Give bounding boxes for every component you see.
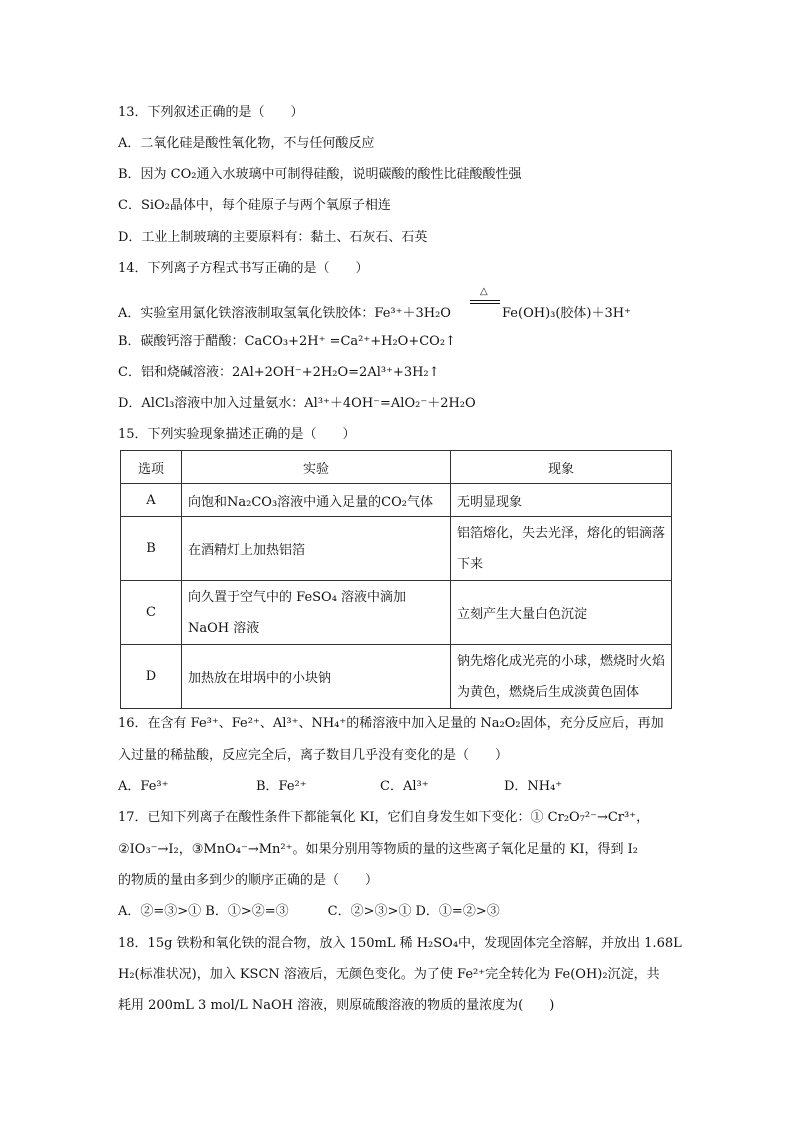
- row-experiment: 加热放在坩埚中的小块钠: [182, 645, 451, 709]
- table-row: [121, 484, 672, 517]
- q16-stem-line1: 16．在含有 Fe³⁺、Fe²⁺、Al³⁺、NH₄⁺的稀溶液中加入足量的 Na₂O₂固体，充分反应后，再加: [118, 716, 664, 731]
- q17-stem-line1: 17．已知下列离子在酸性条件下都能氧化 KI，它们自身发生如下变化：① Cr₂O₇²⁻→Cr³⁺，: [118, 810, 650, 825]
- q18-stem-line3: 耗用 200mL 3 mol/L NaOH 溶液，则原硫酸溶液的物质的量浓度为( ): [118, 998, 555, 1013]
- row-option: A: [121, 484, 182, 517]
- q13-option-b: B．因为 CO₂通入水玻璃中可制得硅酸，说明碳酸的酸性比硅酸酸性强: [118, 167, 522, 182]
- q16-option-b: B．Fe²⁺: [256, 779, 307, 794]
- q14-heat-equals-sign: [470, 286, 500, 310]
- q18-stem-line2: H₂(标准状况)，加入 KSCN 溶液后，无颜色变化。为了使 Fe²⁺完全转化为 Fe(OH)₂沉淀，共: [118, 967, 660, 982]
- equals-bar-bottom: [470, 303, 500, 304]
- row-phenomenon: 无明显现象: [451, 484, 672, 517]
- table-row: [121, 517, 672, 581]
- q13-option-d: D．工业上制玻璃的主要原料有：黏土、石灰石、石英: [118, 230, 428, 245]
- table-row: [121, 645, 672, 709]
- q14-option-a-right: Fe(OH)₃(胶体)＋3H⁺: [502, 306, 631, 321]
- q16-option-d: D．NH₄⁺: [504, 779, 563, 794]
- row-option: C: [121, 581, 182, 645]
- q14-option-c: C．铝和烧碱溶液：2Al+2OH⁻+2H₂O=2Al³⁺+3H₂↑: [118, 365, 440, 380]
- q16-options: [118, 779, 562, 795]
- q13-option-c: C．SiO₂晶体中，每个硅原子与两个氧原子相连: [118, 198, 391, 213]
- q13-option-a: A．二氧化硅是酸性氧化物，不与任何酸反应: [118, 136, 375, 151]
- q14-option-b: B．碳酸钙溶于醋酸：CaCO₃+2H⁺ =Ca²⁺+H₂O+CO₂↑: [118, 334, 456, 349]
- q17-options: A．②=③>① B．①>②=③ C．②>③>① D．①=②>③: [118, 904, 500, 919]
- row-phenomenon: 立刻产生大量白色沉淀: [451, 581, 672, 645]
- q14-option-d: D．AlCl₃溶液中加入过量氨水：Al³⁺＋4OH⁻=AlO₂⁻＋2H₂O: [118, 396, 476, 411]
- q17-stem-line3: 的物质的量由多到少的顺序正确的是（ ）: [118, 873, 379, 888]
- q15-stem: 15．下列实验现象描述正确的是（ ）: [118, 427, 356, 442]
- q16-option-c: C．Al³⁺: [380, 779, 429, 794]
- row-experiment: 向饱和Na₂CO₃溶液中通入足量的CO₂气体: [182, 484, 451, 517]
- heat-triangle-icon: △: [480, 286, 488, 297]
- q14-stem: 14．下列离子方程式书写正确的是（ ）: [118, 261, 369, 276]
- header-option: 选项: [121, 451, 182, 484]
- q16-stem-line2: 入过量的稀盐酸，反应完全后，离子数目几乎没有变化的是（ ）: [118, 748, 509, 763]
- equals-bar-top: [470, 300, 500, 301]
- row-option: B: [121, 517, 182, 581]
- q14-option-a-left: A．实验室用氯化铁溶液制取氢氧化铁胶体：Fe³⁺＋3H₂O: [118, 306, 451, 321]
- row-phenomenon: 铝箔熔化，失去光泽，熔化的铝滴落下来: [451, 517, 672, 581]
- table-row: [121, 581, 672, 645]
- q16-option-a: A．Fe³⁺: [118, 779, 169, 794]
- row-phenomenon: 钠先熔化成光亮的小球，燃烧时火焰为黄色，燃烧后生成淡黄色固体: [451, 645, 672, 709]
- row-experiment: 在酒精灯上加热铝箔: [182, 517, 451, 581]
- header-phenomenon: 现象: [451, 451, 672, 484]
- table-header-row: [121, 451, 672, 484]
- header-experiment: 实验: [182, 451, 451, 484]
- row-experiment: 向久置于空气中的 FeSO₄ 溶液中滴加 NaOH 溶液: [182, 581, 451, 645]
- q18-stem-line1: 18．15g 铁粉和氧化铁的混合物，放入 150mL 稀 H₂SO₄中，发现固体完全溶解，并放出 1.68L: [118, 936, 682, 951]
- q15-table: [120, 450, 672, 709]
- row-option: D: [121, 645, 182, 709]
- q13-stem: 13．下列叙述正确的是（ ）: [118, 105, 304, 120]
- q17-stem-line2: ②IO₃⁻→I₂，③MnO₄⁻→Mn²⁺。如果分别用等物质的量的这些离子氧化足量的 KI，得到 I₂: [118, 842, 638, 857]
